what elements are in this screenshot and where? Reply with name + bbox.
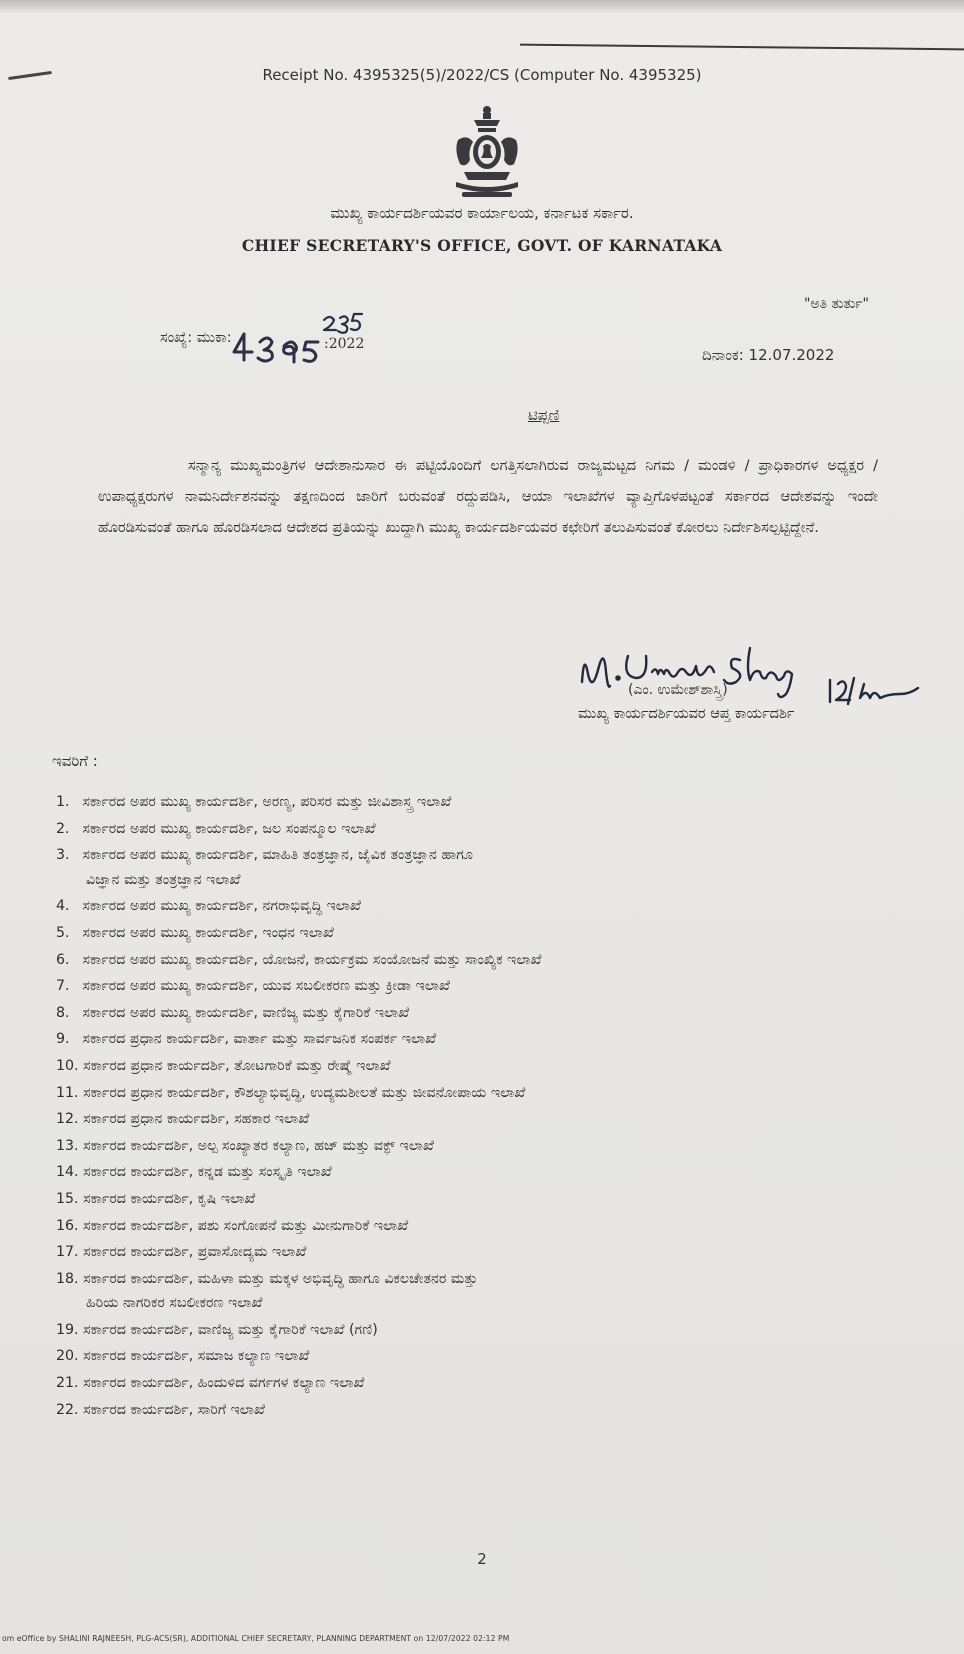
recipient-text: ಸರ್ಕಾರದ ಅಪರ ಮುಖ್ಯ ಕಾರ್ಯದರ್ಶಿ, ನಗರಾಭಿವೃದ್ಧಿ ಇಲಾಖೆ xyxy=(82,898,361,915)
recipient-text: ಸರ್ಕಾರದ ಅಪರ ಮುಖ್ಯ ಕಾರ್ಯದರ್ಶಿ, ಜಲ ಸಂಪನ್ಮೂಲ ಇಲಾಖೆ xyxy=(82,820,376,837)
recipient-text: ಸರ್ಕಾರದ ಪ್ರಧಾನ ಕಾರ್ಯದರ್ಶಿ, ಕೌಶಲ್ಯಾಭಿವೃದ್ಧಿ, ಉದ್ಯಮಶೀಲತೆ ಮತ್ತು ಜೀವನೋಪಾಯ ಇಲಾಖೆ xyxy=(83,1084,526,1101)
recipient-number: 9. xyxy=(56,1031,70,1048)
recipient-text: ಸರ್ಕಾರದ ಅಪರ ಮುಖ್ಯ ಕಾರ್ಯದರ್ಶಿ, ಮಾಹಿತಿ ತಂತ್ರಜ್ಞಾನ, ಜೈವಿಕ ತಂತ್ರಜ್ಞಾನ ಹಾಗೂ xyxy=(82,847,474,864)
recipient-number: 4. xyxy=(56,898,70,915)
recipient-item xyxy=(56,1107,916,1134)
recipient-item xyxy=(56,1160,916,1187)
recipient-number: 5. xyxy=(56,924,70,941)
recipient-number: 15. xyxy=(56,1190,79,1207)
urgency-label: "ಅತಿ ತುರ್ತು" xyxy=(804,296,869,312)
recipient-text: ಸರ್ಕಾರದ ಪ್ರಧಾನ ಕಾರ್ಯದರ್ಶಿ, ತೋಟಗಾರಿಕೆ ಮತ್ತು ರೇಷ್ಮೆ ಇಲಾಖೆ xyxy=(83,1057,391,1074)
recipient-item xyxy=(56,1027,916,1054)
recipient-number: 12. xyxy=(56,1111,79,1128)
recipient-number: 18. xyxy=(56,1270,79,1287)
recipient-item xyxy=(56,921,916,948)
recipient-text: ಸರ್ಕಾರದ ಕಾರ್ಯದರ್ಶಿ, ಪ್ರವಾಸೋದ್ಯಮ ಇಲಾಖೆ xyxy=(83,1244,307,1261)
recipient-text: ಸರ್ಕಾರದ ಕಾರ್ಯದರ್ಶಿ, ಪಶು ಸಂಗೋಪನೆ ಮತ್ತು ಮೀನುಗಾರಿಕೆ ಇಲಾಖೆ xyxy=(83,1217,409,1234)
recipient-item xyxy=(56,948,916,975)
recipient-item xyxy=(56,1240,916,1267)
recipient-number: 20. xyxy=(56,1348,79,1365)
karnataka-emblem-icon xyxy=(450,102,524,200)
recipients-label: ಇವರಿಗೆ : xyxy=(52,752,98,770)
office-name-kannada: ಮುಖ್ಯ ಕಾರ್ಯದರ್ಶಿಯವರ ಕಾರ್ಯಾಲಯ, ಕರ್ನಾಟಕ ಸರ್ಕಾರ. xyxy=(330,204,634,222)
recipient-text: ಸರ್ಕಾರದ ಅಪರ ಮುಖ್ಯ ಕಾರ್ಯದರ್ಶಿ, ವಾಣಿಜ್ಯ ಮತ್ತು ಕೈಗಾರಿಕೆ ಇಲಾಖೆ xyxy=(82,1004,410,1021)
recipient-item xyxy=(56,843,916,894)
recipient-item xyxy=(56,1081,916,1108)
recipient-item xyxy=(56,1001,916,1028)
receipt-number: Receipt No. 4395325(5)/2022/CS (Computer No. 4395325) xyxy=(262,66,702,84)
note-body: ಸನ್ಮಾನ್ಯ ಮುಖ್ಯಮಂತ್ರಿಗಳ ಆದೇಶಾನುಸಾರ ಈ ಪಟ್ಟಿಯೊಂದಿಗೆ ಲಗತ್ತಿಸಲಾಗಿರುವ ರಾಜ್ಯಮಟ್ಟದ ನಿಗಮ / ಮಂಡಳಿ / ಪ್ರಾಧಿಕಾರಗಳ ಅಧ್ಯಕ್ಷರ / ಉಪಾಧ್ಯಕ್ಷರುಗಳ ನಾಮನಿರ್ದೇಶನವನ್ನು ತಕ್ಷಣದಿಂದ ಜಾರಿಗೆ ಬರುವಂತೆ ರದ್ದುಪಡಿಸಿ, ಆಯಾ ಇಲಾಖೆಗಳ ವ್ಯಾಪ್ತಿಗೊಳಪಟ್ಟಂತೆ ಸರ್ಕಾರದ ಆದೇಶವನ್ನು ಇಂದೇ ಹೊರಡಿಸುವಂತೆ ಹಾಗೂ ಹೊರಡಿಸಲಾದ ಆದೇಶದ ಪ್ರತಿಯನ್ನು ಖುದ್ದಾಗಿ ಮುಖ್ಯ ಕಾರ್ಯದರ್ಶಿಯವರ ಕಛೇರಿಗೆ ತಲುಪಿಸುವಂತೆ ಕೋರಲು ನಿರ್ದೇಶಿಸಲ್ಪಟ್ಟಿದ್ದೇನೆ. xyxy=(98,457,878,536)
recipient-item xyxy=(56,1214,916,1241)
recipient-number: 14. xyxy=(56,1164,79,1181)
recipient-text-continued: ವಿಜ್ಞಾನ ಮತ್ತು ತಂತ್ರಜ್ಞಾನ ಇಲಾಖೆ xyxy=(86,871,241,888)
recipient-text: ಸರ್ಕಾರದ ಕಾರ್ಯದರ್ಶಿ, ಸಮಾಜ ಕಲ್ಯಾಣ ಇಲಾಖೆ xyxy=(83,1348,310,1365)
recipient-number: 17. xyxy=(56,1244,79,1261)
recipient-number: 22. xyxy=(56,1401,79,1418)
recipient-item xyxy=(56,974,916,1001)
page-number: 2 xyxy=(477,1550,487,1568)
signatory-designation: ಮುಖ್ಯ ಕಾರ್ಯದರ್ಶಿಯವರ ಆಪ್ತ ಕಾರ್ಯದರ್ಶಿ xyxy=(578,706,795,722)
reference-year: :2022 xyxy=(324,336,365,352)
page-edge-shadow xyxy=(0,0,964,14)
recipient-number: 6. xyxy=(56,951,70,968)
recipient-list xyxy=(56,790,916,1424)
recipient-item xyxy=(56,1054,916,1081)
office-name-english: CHIEF SECRETARY'S OFFICE, GOVT. OF KARNATAKA xyxy=(241,236,723,255)
recipient-item xyxy=(56,894,916,921)
recipient-number: 7. xyxy=(56,978,70,995)
recipient-number: 2. xyxy=(56,820,70,837)
recipient-text: ಸರ್ಕಾರದ ಕಾರ್ಯದರ್ಶಿ, ಸಾರಿಗೆ ಇಲಾಖೆ xyxy=(83,1401,265,1418)
recipient-text: ಸರ್ಕಾರದ ಅಪರ ಮುಖ್ಯ ಕಾರ್ಯದರ್ಶಿ, ಅರಣ್ಯ, ಪರಿಸರ ಮತ್ತು ಜೀವಿಶಾಸ್ತ್ರ ಇಲಾಖೆ xyxy=(82,794,452,810)
reference-label: ಸಂಖ್ಯೆ: ಮುಕಾ: xyxy=(160,330,232,346)
recipient-item xyxy=(56,1267,916,1318)
recipient-number: 16. xyxy=(56,1217,79,1234)
recipient-item xyxy=(56,1187,916,1214)
recipient-text: ಸರ್ಕಾರದ ಕಾರ್ಯದರ್ಶಿ, ಹಿಂದುಳಿದ ವರ್ಗಗಳ ಕಲ್ಯಾಣ ಇಲಾಖೆ xyxy=(83,1375,365,1392)
recipient-number: 11. xyxy=(56,1084,79,1101)
recipient-text: ಸರ್ಕಾರದ ಕಾರ್ಯದರ್ಶಿ, ಕೃಷಿ ಇಲಾಖೆ xyxy=(83,1190,256,1207)
recipient-text: ಸರ್ಕಾರದ ಅಪರ ಮುಖ್ಯ ಕಾರ್ಯದರ್ಶಿ, ಯುವ ಸಬಲೀಕರಣ ಮತ್ತು ಕ್ರೀಡಾ ಇಲಾಖೆ xyxy=(82,978,450,995)
recipient-text: ಸರ್ಕಾರದ ಕಾರ್ಯದರ್ಶಿ, ಮಹಿಳಾ ಮತ್ತು ಮಕ್ಕಳ ಅಭಿವೃದ್ಧಿ ಹಾಗೂ ವಿಕಲಚೇತನರ ಮತ್ತು xyxy=(83,1270,478,1287)
document-date: ದಿನಾಂಕ: 12.07.2022 xyxy=(702,346,835,364)
top-border-line xyxy=(520,44,964,51)
recipient-item xyxy=(56,1134,916,1161)
recipient-number: 3. xyxy=(56,847,70,864)
recipient-item xyxy=(56,1318,916,1345)
recipient-text-continued: ಹಿರಿಯ ನಾಗರಿಕರ ಸಬಲೀಕರಣ ಇಲಾಖೆ xyxy=(86,1295,263,1312)
recipient-text: ಸರ್ಕಾರದ ಅಪರ ಮುಖ್ಯ ಕಾರ್ಯದರ್ಶಿ, ಇಂಧನ ಇಲಾಖೆ xyxy=(82,924,334,941)
note-title: ಟಿಪ್ಪಣಿ xyxy=(528,406,560,424)
recipient-number: 10. xyxy=(56,1057,79,1074)
recipient-item xyxy=(56,790,916,817)
recipient-item xyxy=(56,1371,916,1398)
eoffice-footer: om eOffice by SHALINI RAJNEESH, PLG-ACS(SR), ADDITIONAL CHIEF SECRETARY, PLANNING DEPARTMENT on 12/07/2022 02:12 PM xyxy=(2,1634,510,1643)
signatory-name: (ಎಂ. ಉಮೇಶ್‌ಶಾಸ್ತ್ರಿ) xyxy=(628,682,728,698)
recipient-number: 8. xyxy=(56,1004,70,1021)
recipient-text: ಸರ್ಕಾರದ ಪ್ರಧಾನ ಕಾರ್ಯದರ್ಶಿ, ವಾರ್ತಾ ಮತ್ತು ಸಾರ್ವಜನಿಕ ಸಂಪರ್ಕ ಇಲಾಖೆ xyxy=(82,1031,437,1048)
recipient-text: ಸರ್ಕಾರದ ಕಾರ್ಯದರ್ಶಿ, ವಾಣಿಜ್ಯ ಮತ್ತು ಕೈಗಾರಿಕೆ ಇಲಾಖೆ (ಗಣಿ) xyxy=(83,1321,378,1338)
recipient-number: 19. xyxy=(56,1321,79,1338)
recipient-number: 13. xyxy=(56,1137,79,1154)
recipient-text: ಸರ್ಕಾರದ ಪ್ರಧಾನ ಕಾರ್ಯದರ್ಶಿ, ಸಹಕಾರ ಇಲಾಖೆ xyxy=(83,1111,310,1128)
recipient-number: 1. xyxy=(56,794,70,810)
recipient-item xyxy=(56,1344,916,1371)
recipient-number: 21. xyxy=(56,1375,79,1392)
recipient-text: ಸರ್ಕಾರದ ಅಪರ ಮುಖ್ಯ ಕಾರ್ಯದರ್ಶಿ, ಯೋಜನೆ, ಕಾರ್ಯಕ್ರಮ ಸಂಯೋಜನೆ ಮತ್ತು ಸಾಂಖ್ಯಿಕ ಇಲಾಖೆ xyxy=(82,951,542,968)
recipient-item xyxy=(56,817,916,844)
recipient-text: ಸರ್ಕಾರದ ಕಾರ್ಯದರ್ಶಿ, ಕನ್ನಡ ಮತ್ತು ಸಂಸ್ಕೃತಿ ಇಲಾಖೆ xyxy=(83,1164,332,1181)
recipient-text: ಸರ್ಕಾರದ ಕಾರ್ಯದರ್ಶಿ, ಅಲ್ಪ ಸಂಖ್ಯಾತರ ಕಲ್ಯಾಣ, ಹಜ್ ಮತ್ತು ವಕ್ಫ್ ಇಲಾಖೆ xyxy=(83,1137,434,1154)
recipient-item xyxy=(56,1398,916,1425)
